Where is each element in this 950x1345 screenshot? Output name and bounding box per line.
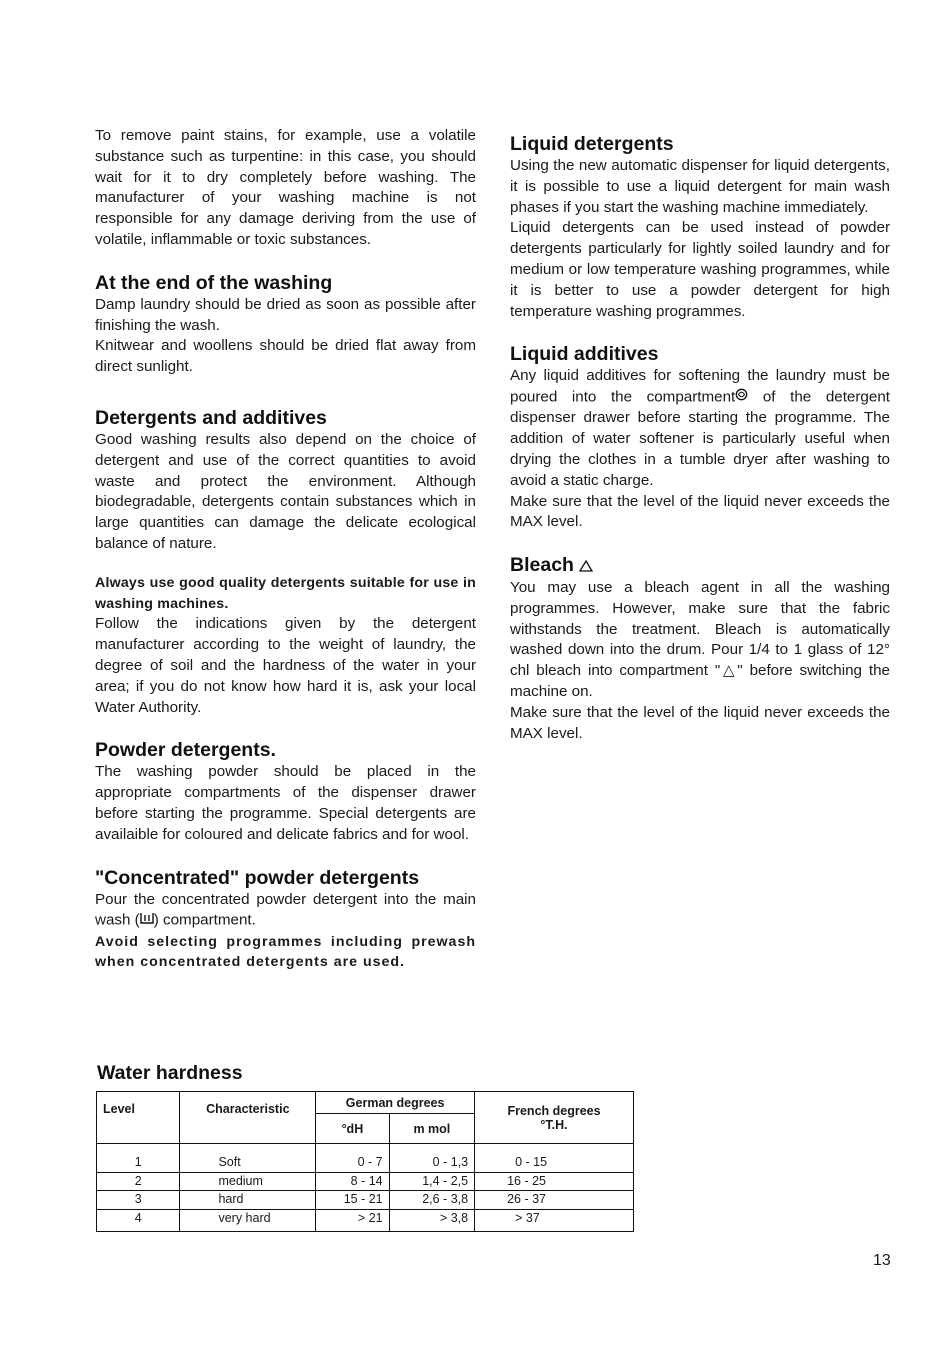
liquid-additives-p1 <box>510 366 890 491</box>
left-column <box>95 126 476 973</box>
row-mmol: 0 - 1,3 <box>389 1144 474 1173</box>
bleach-title: Bleach <box>510 554 574 577</box>
liquid-detergents-heading: Liquid detergents <box>510 133 674 155</box>
bleach-p2: Make sure that the level of the liquid never exceeds the MAX level. <box>510 703 890 742</box>
row-dh: > 21 <box>316 1209 389 1232</box>
table-row <box>97 1209 634 1232</box>
detergents-additives-p2: Follow the indications given by the detergent manufacturer according to the weight of laundry, the degree of soil and the hardness of the water in your area; if you do not know how hard it is, ask your local Water Authority. <box>95 615 476 716</box>
water-hardness-heading: Water hardness <box>97 1062 243 1084</box>
row-th: 16 - 25 <box>475 1172 634 1191</box>
row-level: 3 <box>97 1191 180 1210</box>
bleach-p1: You may use a bleach agent in all the washing programmes. However, make sure that the fabric withstands the treatment. Bleach is automatically washed down into the drum. Pour 1/4 to 1 glass of 12° chl bleach into compartment "△" before switching the machine on. <box>510 579 890 700</box>
row-mmol: 1,4 - 2,5 <box>389 1172 474 1191</box>
col-french-label: French degrees <box>507 1103 601 1118</box>
row-characteristic: Soft <box>180 1144 316 1173</box>
powder-p1: The washing powder should be placed in the appropriate compartments of the dispenser drawer before starting the programme. Special detergents are availaible for coloured and delicate fabrics and for wool. <box>95 763 476 843</box>
liquid-detergents-p2: Liquid detergents can be used instead of powder detergents particularly for lightly soiled laundry and for medium or low temperature washing programmes, while it is better to use a powder detergent for high temperature washing programmes. <box>510 219 890 320</box>
bleach-heading <box>510 553 890 578</box>
softener-compartment-icon <box>735 387 748 408</box>
col-dh: °dH <box>316 1114 389 1144</box>
liquid-additives-heading: Liquid additives <box>510 343 659 366</box>
page-number: 13 <box>873 1252 891 1269</box>
end-washing-heading: At the end of the washing <box>95 271 333 294</box>
right-column <box>510 126 890 744</box>
row-characteristic: medium <box>180 1172 316 1191</box>
liquid-additives-p2: Make sure that the level of the liquid never exceeds the MAX level. <box>510 492 890 531</box>
liquid-detergents-p1: Using the new automatic dispenser for liquid detergents, it is possible to use a liquid detergent for main wash phases if you start the washing machine immediately. <box>510 157 890 216</box>
detergents-additives-bold: Always use good quality detergents suitable for use in washing machines. <box>95 574 476 612</box>
liquid-additives-p1-b: of the detergent dispenser drawer before starting the programme. The addition of water softener is particularly useful when drying the clothes in a tumble dryer after washing to avoid a static charge. <box>510 388 890 489</box>
row-dh: 0 - 7 <box>316 1144 389 1173</box>
table-row <box>97 1191 634 1210</box>
row-dh: 8 - 14 <box>316 1172 389 1191</box>
row-characteristic: hard <box>180 1191 316 1210</box>
row-level: 2 <box>97 1172 180 1191</box>
row-th: 26 - 37 <box>475 1191 634 1210</box>
concentrated-p1-b: ) compartment. <box>153 911 256 929</box>
col-mmol: m mol <box>389 1114 474 1144</box>
concentrated-bold: Avoid selecting programmes including prewash when concentrated detergents are used. <box>95 933 476 971</box>
row-mmol: 2,6 - 3,8 <box>389 1191 474 1210</box>
detergents-additives-heading: Detergents and additives <box>95 406 327 429</box>
col-german-degrees: German degrees <box>316 1092 475 1114</box>
concentrated-p1-a: Pour the concentrated powder detergent into the main wash ( <box>95 890 476 929</box>
intro-paragraph: To remove paint stains, for example, use a volatile substance such as turpentine: in this case, you should wait for it to dry completely before washing. The manufacturer of your washing machine is not responsible for any damage deriving from the use of volatile, inflammable or toxic substances. <box>95 127 476 248</box>
water-hardness-table <box>96 1091 634 1232</box>
concentrated-heading: "Concentrated" powder detergents <box>95 866 420 889</box>
row-th: 0 - 15 <box>475 1144 634 1173</box>
liquid-additives-p1-a: Any liquid additives for softening the laundry must be poured into the compartment <box>510 367 890 406</box>
row-mmol: > 3,8 <box>389 1209 474 1232</box>
powder-heading: Powder detergents. <box>95 739 276 762</box>
table-row <box>97 1172 634 1191</box>
col-french-degrees <box>475 1092 634 1144</box>
row-dh: 15 - 21 <box>316 1191 389 1210</box>
detergents-additives-p1: Good washing results also depend on the choice of detergent and use of the correct quantities to avoid waste and protect the environment. Although biodegradable, detergents contain substances which in large quantities can damage the delicate ecological balance of nature. <box>95 430 476 552</box>
end-washing-p1: Damp laundry should be dried as soon as possible after finishing the wash. <box>95 295 476 334</box>
row-level: 4 <box>97 1209 180 1232</box>
col-characteristic: Characteristic <box>180 1092 316 1144</box>
row-level: 1 <box>97 1144 180 1173</box>
table-row <box>97 1144 634 1173</box>
end-washing-p2: Knitwear and woollens should be dried flat away from direct sunlight. <box>95 337 476 376</box>
row-characteristic: very hard <box>180 1209 316 1232</box>
row-th: > 37 <box>475 1209 634 1232</box>
main-wash-compartment-icon <box>140 910 154 931</box>
concentrated-p1 <box>95 890 476 932</box>
col-level: Level <box>97 1092 180 1144</box>
col-th-label: °T.H. <box>540 1117 568 1132</box>
bleach-triangle-icon <box>579 554 593 578</box>
